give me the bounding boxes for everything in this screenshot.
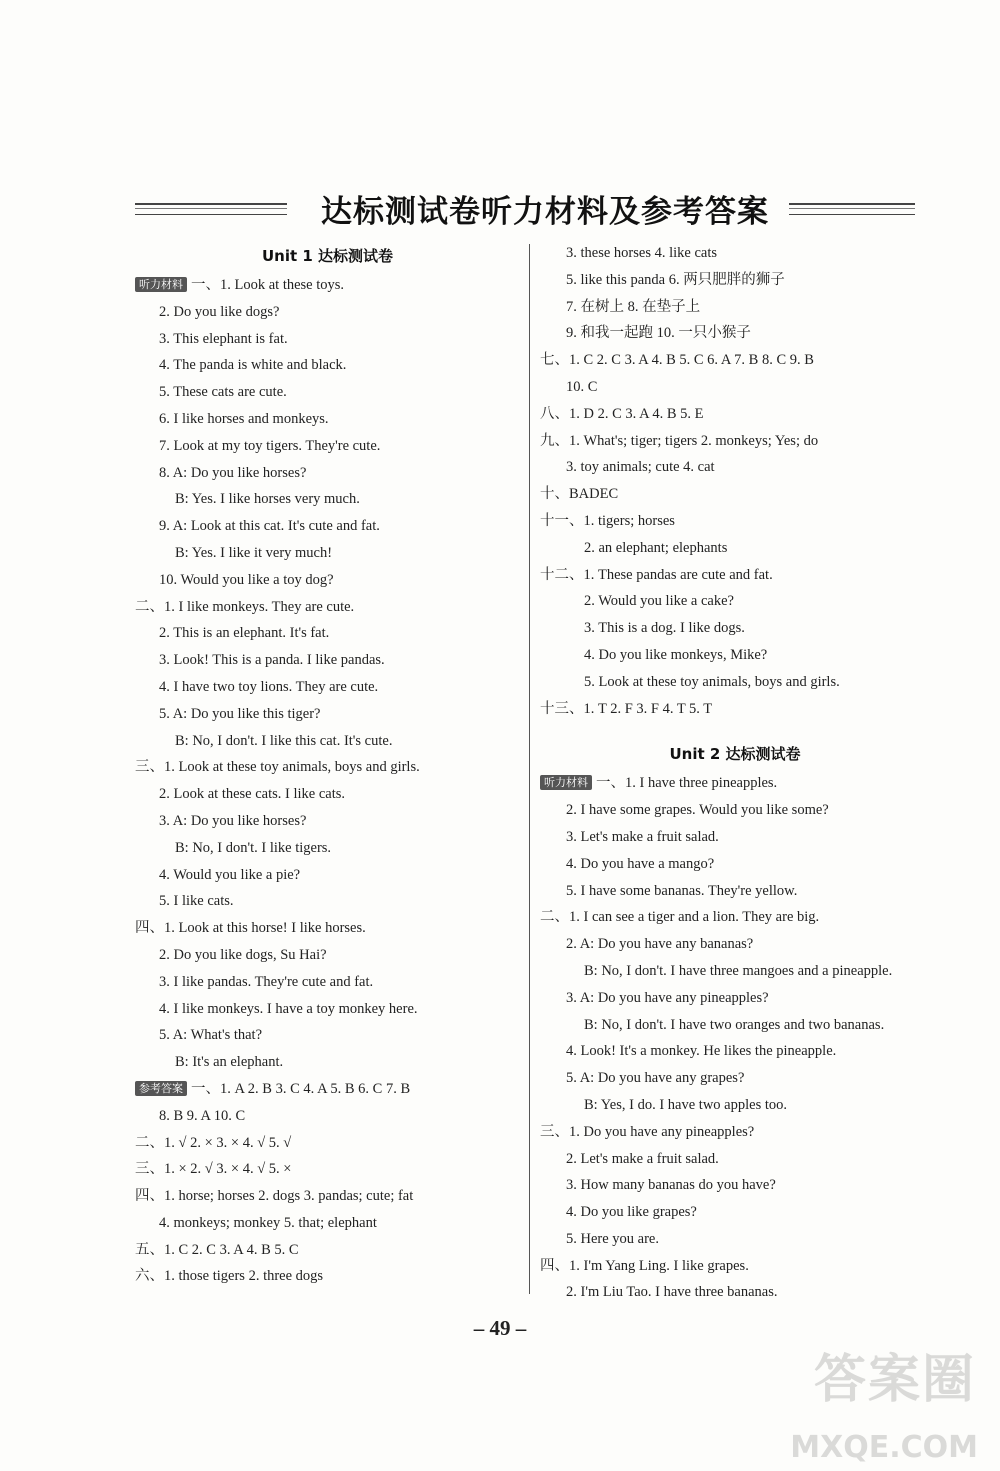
- listening-line: 7. Look at my toy tigers. They're cute.: [159, 437, 381, 454]
- answer-line: 六、1. those tigers 2. three dogs: [135, 1268, 324, 1285]
- listening-line: 3. A: Do you like horses?: [159, 812, 307, 829]
- answer-line: 十、BADEC: [540, 486, 619, 503]
- listening-line: B: Yes, I do. I have two apples too.: [584, 1096, 787, 1113]
- listening-line: 二、1. I can see a tiger and a lion. They are big.: [540, 909, 820, 926]
- listening-line: 二、1. I like monkeys. They are cute.: [135, 598, 355, 615]
- listening-line: [135, 272, 520, 299]
- listening-line: 4. Would you like a pie?: [159, 866, 301, 883]
- listening-line: 2. Do you like dogs?: [159, 303, 280, 320]
- listening-line: 5. A: Do you have any grapes?: [566, 1070, 745, 1087]
- listening-line: 3. Look! This is a panda. I like pandas.: [159, 652, 385, 669]
- title-rule-right: [789, 203, 915, 215]
- listening-line: 2. Look at these cats. I like cats.: [159, 786, 346, 803]
- watermark-glyphs: 答案圈: [814, 1350, 977, 1410]
- listening-line: 2. I'm Liu Tao. I have three bananas.: [566, 1284, 778, 1301]
- watermark-site: MXQE.COM: [790, 1430, 978, 1465]
- listening-line: B: It's an elephant.: [175, 1054, 284, 1071]
- listening-line: 5. These cats are cute.: [159, 384, 287, 401]
- answer-line: 四、1. horse; horses 2. dogs 3. pandas; cute; fat: [135, 1188, 414, 1205]
- listening-line: 10. Would you like a toy dog?: [159, 571, 334, 588]
- listening-line: 6. I like horses and monkeys.: [159, 410, 329, 427]
- listening-line: B: No, I don't. I have three mangoes and a pineapple.: [584, 962, 893, 979]
- line-text: 一、1. I have three pineapples.: [596, 775, 778, 792]
- answer-line: 3. these horses 4. like cats: [566, 245, 718, 261]
- answer-line: 2. Would you like a cake?: [584, 593, 734, 610]
- answer-line: 二、1. √ 2. × 3. × 4. √ 5. √: [135, 1134, 292, 1151]
- listening-line: 3. A: Do you have any pineapples?: [566, 989, 769, 1006]
- unit1-heading: Unit 1 达标测试卷: [261, 247, 394, 265]
- answer-line: 十二、1. These pandas are cute and fat.: [540, 566, 773, 583]
- answer-line: 4. monkeys; monkey 5. that; elephant: [159, 1214, 377, 1231]
- watermark-logo: [778, 1335, 978, 1465]
- right-column: [540, 240, 930, 1306]
- listening-line: 2. Do you like dogs, Su Hai?: [159, 946, 327, 963]
- line-text: 一、1. Look at these toys.: [191, 277, 345, 293]
- left-column: [135, 240, 520, 1290]
- listening-line: 8. A: Do you like horses?: [159, 464, 307, 481]
- listening-line: 3. Let's make a fruit salad.: [566, 828, 719, 845]
- listening-line: 3. How many bananas do you have?: [566, 1177, 776, 1194]
- answer-line: 十一、1. tigers; horses: [540, 512, 675, 529]
- answer-line: 2. an elephant; elephants: [584, 539, 728, 556]
- listening-line: 4. I like monkeys. I have a toy monkey here.: [159, 1000, 418, 1017]
- answer-line: 5. like this panda 6. 两只肥胖的狮子: [566, 271, 785, 288]
- listening-line: 4. The panda is white and black.: [159, 357, 347, 374]
- column-divider: [529, 244, 530, 1294]
- answers-tag: 参考答案: [135, 1081, 187, 1096]
- unit2-heading: Unit 2 达标测试卷: [669, 745, 801, 764]
- listening-line: B: No, I don't. I have two oranges and two bananas.: [584, 1016, 885, 1033]
- listening-line: [540, 770, 930, 797]
- listening-line: 四、1. I'm Yang Ling. I like grapes.: [540, 1257, 749, 1274]
- listening-line: 2. I have some grapes. Would you like some?: [566, 802, 829, 819]
- answer-line: 9. 和我一起跑 10. 一只小猴子: [566, 325, 751, 342]
- answer-line: 3. This is a dog. I like dogs.: [584, 620, 745, 637]
- answer-line: 10. C: [566, 378, 598, 395]
- answer-line: 4. Do you like monkeys, Mike?: [584, 646, 768, 663]
- answer-line: 八、1. D 2. C 3. A 4. B 5. E: [540, 405, 704, 422]
- listening-line: 4. Do you have a mango?: [566, 855, 715, 872]
- listening-line: 三、1. Look at these toy animals, boys and girls.: [135, 759, 420, 776]
- listening-line: 5. I have some bananas. They're yellow.: [566, 882, 798, 899]
- listening-line: 4. I have two toy lions. They are cute.: [159, 678, 379, 695]
- listening-line: 三、1. Do you have any pineapples?: [540, 1123, 755, 1140]
- page-number: – 49 –: [473, 1316, 527, 1340]
- listening-line: B: No, I don't. I like this cat. It's cute.: [175, 732, 393, 749]
- answer-line: 3. toy animals; cute 4. cat: [566, 459, 715, 476]
- listening-line: 2. Let's make a fruit salad.: [566, 1150, 719, 1167]
- answer-line: 5. Look at these toy animals, boys and girls.: [584, 673, 840, 690]
- answer-line: 三、1. × 2. √ 3. × 4. √ 5. ×: [135, 1161, 292, 1178]
- page-title: 达标测试卷听力材料及参考答案: [321, 194, 769, 230]
- answer-line: 十三、1. T 2. F 3. F 4. T 5. T: [540, 700, 713, 717]
- listening-line: B: No, I don't. I like tigers.: [175, 839, 332, 856]
- listening-line: 2. This is an elephant. It's fat.: [159, 625, 330, 642]
- title-rule-left: [135, 203, 287, 215]
- listening-line: 3. I like pandas. They're cute and fat.: [159, 973, 374, 990]
- listening-line: 4. Look! It's a monkey. He likes the pineapple.: [566, 1043, 837, 1060]
- answer-line: 七、1. C 2. C 3. A 4. B 5. C 6. A 7. B 8. C 9. B: [540, 352, 814, 369]
- answer-line: 九、1. What's; tiger; tigers 2. monkeys; Yes; do: [540, 432, 819, 449]
- listening-tag: 听力材料: [135, 277, 187, 292]
- listening-line: 3. This elephant is fat.: [159, 330, 288, 347]
- listening-line: 5. A: Do you like this tiger?: [159, 705, 321, 722]
- answer-line: 8. B 9. A 10. C: [159, 1107, 246, 1124]
- listening-line: 5. Here you are.: [566, 1230, 659, 1247]
- page-header: [135, 186, 915, 230]
- listening-line: B: Yes. I like horses very much.: [175, 491, 360, 508]
- line-text: 一、1. A 2. B 3. C 4. A 5. B 6. C 7. B: [191, 1080, 411, 1097]
- listening-line: 2. A: Do you have any bananas?: [566, 936, 754, 953]
- answer-line: 五、1. C 2. C 3. A 4. B 5. C: [135, 1241, 299, 1258]
- listening-line: 9. A: Look at this cat. It's cute and fat.: [159, 518, 380, 535]
- listening-line: B: Yes. I like it very much!: [175, 544, 333, 561]
- answer-line: [135, 1076, 520, 1103]
- listening-tag: 听力材料: [540, 775, 592, 790]
- listening-line: 5. I like cats.: [159, 893, 234, 910]
- listening-line: 5. A: What's that?: [159, 1027, 263, 1044]
- listening-line: 四、1. Look at this horse! I like horses.: [135, 920, 366, 937]
- answer-line: 7. 在树上 8. 在垫子上: [566, 298, 701, 315]
- listening-line: 4. Do you like grapes?: [566, 1204, 697, 1221]
